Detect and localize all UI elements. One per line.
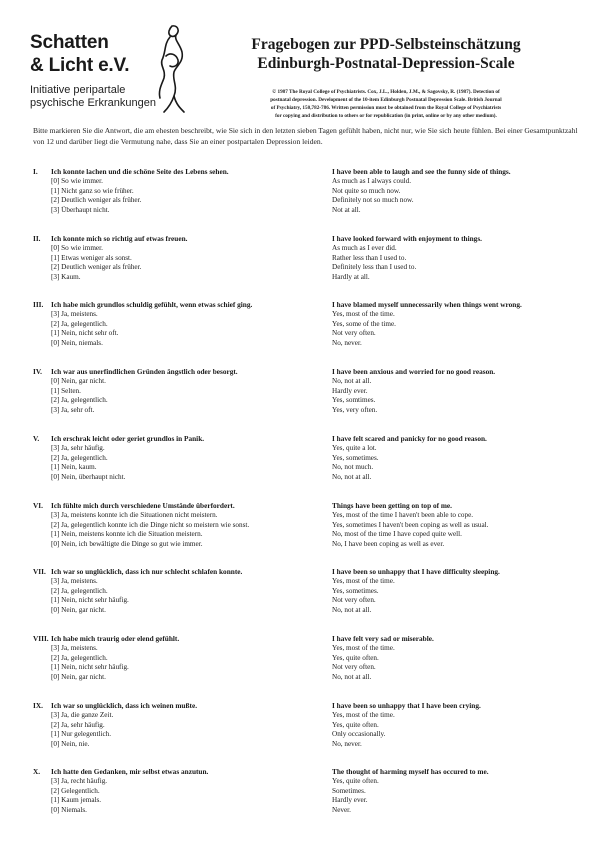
- answer-option-german[interactable]: [0] So wie immer.: [51, 244, 103, 252]
- question-text-german: Ich konnte mich so richtig auf etwas freuen.: [51, 234, 188, 243]
- answer-option-english[interactable]: Yes, quite often.: [332, 720, 379, 729]
- question-text-german: Ich war aus unerfindlichen Gründen ängstlich oder besorgt.: [51, 367, 238, 376]
- answer-option-english[interactable]: As much as I ever did.: [332, 244, 397, 252]
- answer-option-german[interactable]: [0] Nein, gar nicht.: [51, 377, 106, 385]
- copyright-line: for copying and distribution to others or for republication (in print, online or by any other medium).: [275, 113, 497, 119]
- answer-option-german[interactable]: [2] Ja, sehr häufig.: [51, 720, 105, 729]
- answer-option-german[interactable]: [2] Ja, gelegentlich.: [51, 586, 108, 595]
- answer-option-english[interactable]: Definitely not so much now.: [332, 196, 414, 205]
- question-number: II.: [33, 234, 41, 243]
- answer-option-english[interactable]: Rather less than I used to.: [332, 253, 407, 262]
- question-heading-german: [33, 434, 333, 444]
- question-german: [33, 567, 333, 615]
- answer-option-german[interactable]: [2] Ja, gelegentlich.: [51, 396, 108, 405]
- answer-option-english[interactable]: Hardly ever.: [332, 386, 368, 395]
- answer-option-german[interactable]: [1] Nicht ganz so wie früher.: [51, 186, 134, 195]
- question-text-german: Ich war so unglücklich, dass ich nur schlecht schlafen konnte.: [51, 567, 243, 576]
- answer-option-german[interactable]: [1] Nein, nicht sehr häufig.: [51, 596, 129, 605]
- answer-option-english[interactable]: Yes, quite often.: [332, 653, 379, 662]
- question-number: VI.: [33, 501, 43, 510]
- answer-option-english[interactable]: Yes, very often.: [332, 405, 378, 414]
- logo-name-line2: & Licht e.V.: [30, 55, 130, 76]
- answer-option-english[interactable]: Not quite so much now.: [332, 186, 401, 195]
- answer-option-english[interactable]: No, not at all.: [332, 472, 372, 481]
- copyright-notice: [196, 88, 576, 120]
- answer-option-german[interactable]: [3] Ja, die ganze Zeit.: [51, 711, 114, 719]
- question-heading-german: [33, 300, 333, 310]
- answer-option-english[interactable]: Yes, most of the time.: [332, 310, 395, 318]
- answer-option-german[interactable]: [1] Etwas weniger als sonst.: [51, 253, 132, 262]
- answer-option-english[interactable]: Hardly ever.: [332, 796, 368, 805]
- logo-name-line1: Schatten: [30, 32, 109, 53]
- answer-option-english[interactable]: As much as I always could.: [332, 177, 412, 185]
- answer-option-german[interactable]: [2] Gelegentlich.: [51, 786, 100, 795]
- answer-option-german[interactable]: [3] Ja, meistens.: [51, 310, 98, 318]
- question-english: [332, 234, 582, 282]
- answer-option-english[interactable]: Yes, somtimes.: [332, 396, 376, 405]
- answer-option-english[interactable]: Not very often.: [332, 663, 376, 672]
- question-text-german: Ich erschrak leicht oder geriet grundlos in Panik.: [51, 434, 205, 443]
- question-text-english: I have been so unhappy that I have difficulty sleeping.: [332, 567, 500, 576]
- answer-option-english[interactable]: No, not at all.: [332, 672, 372, 681]
- question-german: [33, 234, 333, 282]
- answer-option-german[interactable]: [2] Ja, gelegentlich.: [51, 453, 108, 462]
- answer-option-german[interactable]: [1] Nein, nicht sehr häufig.: [51, 663, 129, 672]
- question-heading-german: [33, 501, 333, 511]
- question-heading-german: [33, 367, 333, 377]
- question-number: VIII.: [33, 634, 49, 643]
- question-text-german: Ich war so unglücklich, dass ich weinen mußte.: [51, 701, 198, 710]
- question-english: [332, 634, 582, 682]
- answer-option-german[interactable]: [3] Ja, recht häufig.: [51, 777, 108, 785]
- question-german: [33, 167, 333, 215]
- answer-option-german[interactable]: [0] Nein, gar nicht.: [51, 605, 106, 614]
- question-text-english: I have looked forward with enjoyment to things.: [332, 234, 482, 243]
- question-text-english: I have felt very sad or miserable.: [332, 634, 434, 643]
- question-english: [332, 501, 582, 549]
- question-german: [33, 634, 333, 682]
- answer-option-english[interactable]: Yes, quite often.: [332, 777, 379, 785]
- question-number: I.: [33, 167, 38, 176]
- question-english: [332, 434, 582, 482]
- answer-option-german[interactable]: [0] So wie immer.: [51, 177, 103, 185]
- question-text-german: Ich hatte den Gedanken, mir selbst etwas anzutun.: [51, 767, 209, 776]
- answer-option-german[interactable]: [0] Nein, gar nicht.: [51, 672, 106, 681]
- answer-option-english[interactable]: Sometimes.: [332, 786, 366, 795]
- answer-option-german[interactable]: [1] Nein, meistens konnte ich die Situation meistern.: [51, 530, 203, 539]
- question-number: VII.: [33, 567, 46, 576]
- question-german: [33, 434, 333, 482]
- answer-option-english[interactable]: No, not at all.: [332, 377, 372, 385]
- question-text-german: Ich fühlte mich durch verschiedene Umstände überfordert.: [51, 501, 235, 510]
- instructions: Bitte markieren Sie die Antwort, die am ehesten beschreibt, wie Sie sich in den letzten sieben Tagen gefühlt haben, nicht nur, wie Sie sich heute fühlen. Bei einer Gesamtpunktzahl von 12 und darüber liegt die Vermutung nahe, dass Sie an einer postpartalen Depression leiden.: [33, 126, 578, 146]
- answer-option-german[interactable]: [2] Deutlich weniger als früher.: [51, 263, 142, 272]
- answer-option-german[interactable]: [2] Deutlich weniger als früher.: [51, 196, 142, 205]
- answer-option-german[interactable]: [2] Ja, gelegentlich konnte ich die Dinge nicht so meistern wie sonst.: [51, 520, 250, 529]
- question-english: [332, 767, 582, 815]
- question-text-english: I have felt scared and panicky for no good reason.: [332, 434, 487, 443]
- answer-option-english[interactable]: No, never.: [332, 739, 362, 748]
- question-heading-german: [33, 634, 333, 644]
- page-subtitle: Edinburgh-Postnatal-Depression-Scale: [257, 55, 515, 72]
- answer-option-german[interactable]: [3] Ja, meistens.: [51, 577, 98, 585]
- question-heading-german: [33, 767, 333, 777]
- question-heading-german: [33, 167, 333, 177]
- question-german: [33, 300, 333, 348]
- question-text-english: I have been so unhappy that I have been crying.: [332, 701, 481, 710]
- page-title: Fragebogen zur PPD-Selbsteinschätzung: [251, 36, 521, 53]
- answer-option-english[interactable]: Yes, sometimes.: [332, 453, 379, 462]
- question-english: [332, 701, 582, 749]
- answer-option-german[interactable]: [3] Überhaupt nicht.: [51, 205, 110, 214]
- answer-option-german[interactable]: [3] Ja, sehr häufig.: [51, 444, 105, 452]
- answer-option-english[interactable]: Yes, some of the time.: [332, 319, 396, 328]
- question-text-english: Things have been getting on top of me.: [332, 501, 452, 510]
- question-text-german: Ich konnte lachen und die schöne Seite des Lebens sehen.: [51, 167, 229, 176]
- answer-option-german[interactable]: [1] Nein, kaum.: [51, 463, 97, 472]
- question-text-english: The thought of harming myself has occured to me.: [332, 767, 489, 776]
- logo-tagline-line1: Initiative peripartale: [30, 84, 126, 96]
- question-heading-german: [33, 234, 333, 244]
- answer-option-english[interactable]: Not at all.: [332, 205, 361, 214]
- question-text-english: I have been able to laugh and see the funny side of things.: [332, 167, 511, 176]
- answer-option-english[interactable]: Yes, quite a lot.: [332, 444, 377, 452]
- answer-option-german[interactable]: [2] Ja, gelegentlich.: [51, 653, 108, 662]
- answer-option-english[interactable]: Not very often.: [332, 329, 376, 338]
- answer-option-english[interactable]: Never.: [332, 805, 351, 814]
- answer-option-german[interactable]: [3] Ja, meistens konnte ich die Situationen nicht meistern.: [51, 511, 218, 519]
- answer-option-english[interactable]: Only occasionally.: [332, 730, 386, 739]
- answer-option-german[interactable]: [0] Nein, niemals.: [51, 338, 103, 347]
- question-german: [33, 701, 333, 749]
- question-english: [332, 567, 582, 615]
- answer-option-german[interactable]: [0] Nein, nie.: [51, 739, 90, 748]
- question-heading-german: [33, 701, 333, 711]
- answer-option-english[interactable]: Yes, most of the time.: [332, 577, 395, 585]
- question-text-german: Ich habe mich traurig oder elend gefühlt.: [51, 634, 180, 643]
- question-english: [332, 300, 582, 348]
- question-number: IV.: [33, 367, 42, 376]
- answer-option-german[interactable]: [3] Ja, sehr oft.: [51, 405, 95, 414]
- question-number: V.: [33, 434, 40, 443]
- question-text-english: I have been anxious and worried for no good reason.: [332, 367, 496, 376]
- answer-option-english[interactable]: Yes, most of the time I haven't been able to cope.: [332, 511, 474, 519]
- question-german: [33, 767, 333, 815]
- answer-option-german[interactable]: [1] Nur gelegentlich.: [51, 730, 112, 739]
- copyright-line: of Psychiatry, 150,782-786. Written permission must be obtained from the Royal College of Psychiatrists: [270, 105, 502, 111]
- answer-option-english[interactable]: Yes, sometimes I haven't been coping as well as usual.: [332, 520, 489, 529]
- copyright-line: © 1987 The Royal College of Psychiatrists. Cox, J.L., Holden, J.M., & Sagovsky, R. (1987). Detection of: [272, 89, 500, 95]
- question-text-german: Ich habe mich grundlos schuldig gefühlt, wenn etwas schief ging.: [51, 300, 253, 309]
- answer-option-english[interactable]: No, never.: [332, 338, 362, 347]
- logo: [30, 30, 190, 115]
- answer-option-english[interactable]: Yes, most of the time.: [332, 644, 395, 652]
- answer-option-german[interactable]: [2] Ja, gelegentlich.: [51, 319, 108, 328]
- question-heading-german: [33, 567, 333, 577]
- answer-option-german[interactable]: [1] Selten.: [51, 386, 81, 395]
- question-english: [332, 367, 582, 415]
- answer-option-german[interactable]: [3] Kaum.: [51, 272, 81, 281]
- question-number: IX.: [33, 701, 43, 710]
- answer-option-english[interactable]: Yes, most of the time.: [332, 711, 395, 719]
- answer-option-english[interactable]: No, not much.: [332, 463, 374, 472]
- answer-option-german[interactable]: [0] Niemals.: [51, 805, 87, 814]
- question-number: X.: [33, 767, 41, 776]
- answer-option-german[interactable]: [1] Nein, nicht sehr oft.: [51, 329, 119, 338]
- question-number: III.: [33, 300, 44, 309]
- answer-option-english[interactable]: Hardly at all.: [332, 272, 370, 281]
- question-german: [33, 367, 333, 415]
- copyright-line: postnatal depression. Development of the 10-item Edinburgh Postnatal Depression Scale. British Journal: [270, 97, 502, 103]
- answer-option-english[interactable]: No, not at all.: [332, 605, 372, 614]
- question-german: [33, 501, 333, 549]
- logo-tagline-line2: psychische Erkrankungen: [30, 97, 156, 109]
- answer-option-german[interactable]: [0] Nein, überhaupt nicht.: [51, 472, 126, 481]
- answer-option-english[interactable]: Yes, sometimes.: [332, 586, 379, 595]
- answer-option-german[interactable]: [0] Nein, ich bewältigte die Dinge so gut wie immer.: [51, 539, 203, 548]
- answer-option-english[interactable]: No, most of the time I have coped quite well.: [332, 530, 462, 539]
- question-english: [332, 167, 582, 215]
- mother-figure-icon: [152, 22, 192, 114]
- answer-option-english[interactable]: Definitely less than I used to.: [332, 263, 417, 272]
- answer-option-german[interactable]: [1] Kaum jemals.: [51, 796, 102, 805]
- question-text-english: I have blamed myself unnecessarily when things went wrong.: [332, 300, 522, 309]
- answer-option-english[interactable]: Not very often.: [332, 596, 376, 605]
- answer-option-german[interactable]: [3] Ja, meistens.: [51, 644, 98, 652]
- answer-option-english[interactable]: No, I have been coping as well as ever.: [332, 539, 445, 548]
